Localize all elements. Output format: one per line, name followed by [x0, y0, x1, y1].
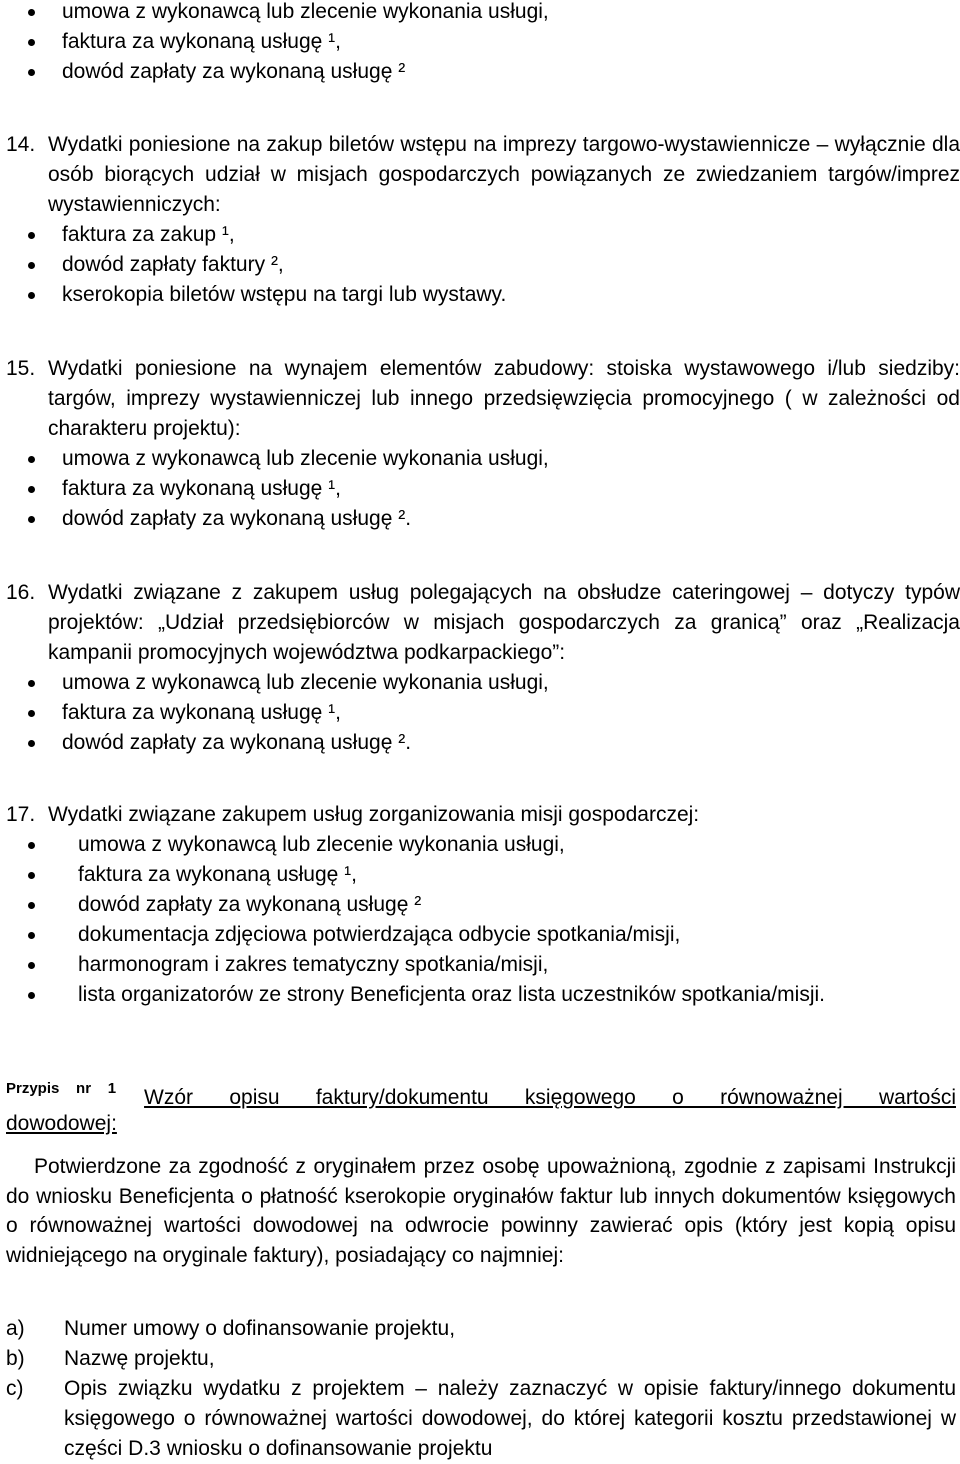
item-15 [0, 354, 960, 534]
bullet-list-top [0, 0, 549, 87]
list-item: faktura za wykonaną usługę ¹, [0, 27, 549, 57]
list-item: lista organizatorów ze strony Beneficjenta oraz lista uczestników spotkania/misji. [0, 980, 960, 1010]
bullet-list [0, 444, 960, 534]
item-14 [0, 130, 960, 310]
list-item: dowód zapłaty faktury ², [0, 250, 960, 280]
footnote-label-nr: nr [76, 1080, 92, 1097]
list-item-text: Numer umowy o dofinansowanie projektu, [64, 1317, 456, 1340]
list-item: umowa z wykonawcą lub zlecenie wykonania usługi, [0, 444, 960, 474]
item-number: 16. [6, 581, 36, 604]
list-item: dowód zapłaty za wykonaną usługę ² [0, 890, 960, 920]
list-letter: c) [6, 1377, 24, 1400]
body-paragraph [6, 1152, 956, 1270]
item-text: Wydatki związane z zakupem usług polegających na obsłudze cateringowej – dotyczy typów projektów: „Udział przedsiębiorców w misjach gospodarczych za granicą” oraz „Realizacja kampanii promocyjnych województwa podkarpackiego”: [48, 581, 960, 664]
list-item: kserokopia biletów wstępu na targi lub wystawy. [0, 280, 960, 310]
paragraph-text: Potwierdzone za zgodność z oryginałem przez osobę upoważnioną, zgodnie z zapisami Instrukcji do wniosku Beneficjenta o płatność kserokopie oryginałów faktur lub innych dokumentów księgowych o równoważnej wartości dowodowej na odwrocie powinny zawierać opis (który jest kopią opisu widniejącego na oryginale faktury), posiadający co najmniej: [6, 1155, 956, 1267]
item-text: Wydatki poniesione na wynajem elementów zabudowy: stoiska wystawowego i/lub siedziby: targów, imprezy wystawienniczej lub innego przedsięwzięcia promocyjnego ( w zależności od charakteru projektu): [48, 357, 960, 440]
list-item-text: Opis związku wydatku z projektem – należy zaznaczyć w opisie faktury/innego dokumentu księgowego o równoważnej wartości dowodowej, do której kategorii kosztu przedstawionej w części D.3 wniosku o dofinansowanie projektu [64, 1377, 956, 1460]
item-heading [0, 354, 960, 444]
item-heading [0, 578, 960, 668]
bullet-list [0, 220, 960, 310]
list-item-text: Nazwę projektu, [64, 1347, 215, 1370]
list-item [6, 1344, 956, 1374]
item-number: 15. [6, 357, 36, 380]
footnote [6, 1079, 956, 1139]
item-heading [0, 130, 960, 220]
list-letter: a) [6, 1317, 25, 1340]
list-item: umowa z wykonawcą lub zlecenie wykonania usługi, [0, 668, 960, 698]
list-item: harmonogram i zakres tematyczny spotkania/misji, [0, 950, 960, 980]
bullet-list [0, 830, 960, 1010]
footnote-title: Wzór opisu faktury/dokumentu księgowego o równoważnej wartości [144, 1086, 956, 1109]
item-number: 17. [6, 803, 36, 826]
item-number: 14. [6, 133, 36, 156]
list-item [6, 1314, 956, 1344]
list-item [6, 1374, 956, 1464]
lettered-list [6, 1314, 956, 1464]
item-16 [0, 578, 960, 758]
list-item: faktura za wykonaną usługę ¹, [0, 474, 960, 504]
list-item: dowód zapłaty za wykonaną usługę ² [0, 57, 549, 87]
item-text: Wydatki związane zakupem usług zorganizowania misji gospodarczej: [48, 803, 700, 826]
list-item: umowa z wykonawcą lub zlecenie wykonania usługi, [0, 830, 960, 860]
item-heading [0, 800, 960, 830]
list-item: faktura za zakup ¹, [0, 220, 960, 250]
item-17 [0, 800, 960, 1010]
list-item: dowód zapłaty za wykonaną usługę ². [0, 728, 960, 758]
list-item: faktura za wykonaną usługę ¹, [0, 698, 960, 728]
item-text: Wydatki poniesione na zakup biletów wstępu na imprezy targowo-wystawiennicze – wyłącznie dla osób biorących udział w misjach gospodarczych powiązanych ze zwiedzaniem targów/imprez wystawienniczych: [48, 133, 960, 216]
list-item: umowa z wykonawcą lub zlecenie wykonania usługi, [0, 0, 549, 27]
footnote-label-num: 1 [107, 1080, 117, 1097]
footnote-label [6, 1079, 116, 1099]
list-letter: b) [6, 1347, 25, 1370]
list-item: faktura za wykonaną usługę ¹, [0, 860, 960, 890]
bullet-list [0, 668, 960, 758]
list-item: dokumentacja zdjęciowa potwierdzająca odbycie spotkania/misji, [0, 920, 960, 950]
list-item: dowód zapłaty za wykonaną usługę ². [0, 504, 960, 534]
footnote-title-continued: dowodowej: [6, 1112, 117, 1135]
footnote-label-word: Przypis [6, 1080, 60, 1097]
